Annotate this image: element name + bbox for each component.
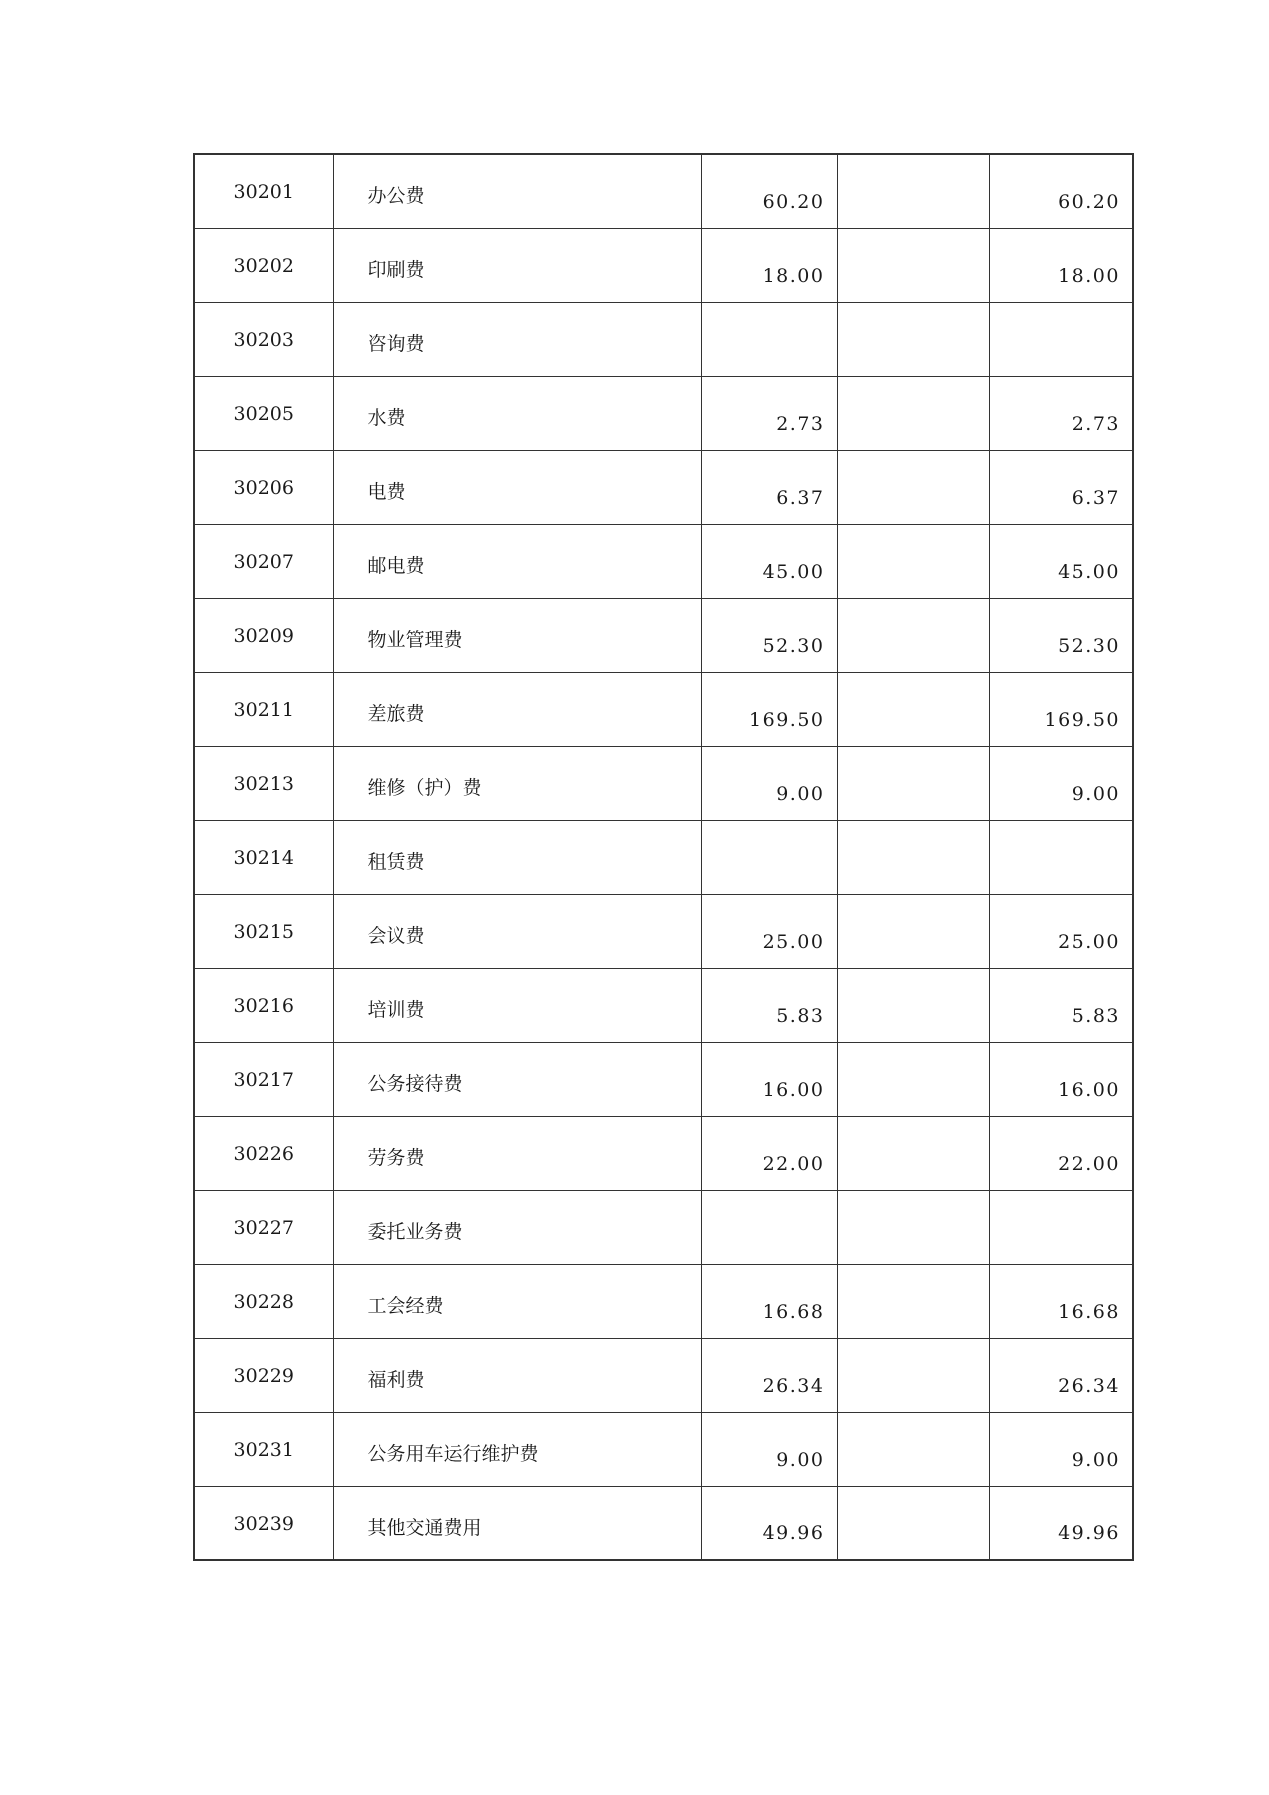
expense-name-cell: 差旅费 xyxy=(333,672,701,746)
empty-amount-cell xyxy=(837,302,989,376)
empty-amount-cell xyxy=(837,1042,989,1116)
total-cell: 45.00 xyxy=(989,524,1133,598)
expense-name-cell: 印刷费 xyxy=(333,228,701,302)
empty-amount-cell xyxy=(837,598,989,672)
total-cell xyxy=(989,1190,1133,1264)
expense-code-cell: 30227 xyxy=(194,1190,333,1264)
table-row xyxy=(194,1264,1133,1338)
expense-code-cell: 30206 xyxy=(194,450,333,524)
table-row xyxy=(194,154,1133,228)
amount-cell: 16.00 xyxy=(701,1042,837,1116)
table-row xyxy=(194,746,1133,820)
empty-amount-cell xyxy=(837,968,989,1042)
table-body xyxy=(194,154,1133,1560)
empty-amount-cell xyxy=(837,450,989,524)
empty-amount-cell xyxy=(837,820,989,894)
table-row xyxy=(194,1190,1133,1264)
expense-name-cell: 水费 xyxy=(333,376,701,450)
total-cell: 6.37 xyxy=(989,450,1133,524)
expense-code-cell: 30205 xyxy=(194,376,333,450)
expense-code-cell: 30209 xyxy=(194,598,333,672)
expense-code-cell: 30201 xyxy=(194,154,333,228)
empty-amount-cell xyxy=(837,672,989,746)
expense-name-cell: 邮电费 xyxy=(333,524,701,598)
table-row xyxy=(194,228,1133,302)
table-row xyxy=(194,672,1133,746)
total-cell: 49.96 xyxy=(989,1486,1133,1560)
total-cell: 5.83 xyxy=(989,968,1133,1042)
expense-code-cell: 30231 xyxy=(194,1412,333,1486)
total-cell xyxy=(989,302,1133,376)
expense-code-cell: 30215 xyxy=(194,894,333,968)
expense-code-cell: 30216 xyxy=(194,968,333,1042)
expense-code-cell: 30229 xyxy=(194,1338,333,1412)
amount-cell: 52.30 xyxy=(701,598,837,672)
empty-amount-cell xyxy=(837,154,989,228)
table-row xyxy=(194,1042,1133,1116)
amount-cell xyxy=(701,820,837,894)
amount-cell: 169.50 xyxy=(701,672,837,746)
amount-cell xyxy=(701,302,837,376)
empty-amount-cell xyxy=(837,1116,989,1190)
table-row xyxy=(194,376,1133,450)
expense-code-cell: 30211 xyxy=(194,672,333,746)
empty-amount-cell xyxy=(837,524,989,598)
table-row xyxy=(194,1486,1133,1560)
empty-amount-cell xyxy=(837,1190,989,1264)
empty-amount-cell xyxy=(837,894,989,968)
expense-name-cell: 维修（护）费 xyxy=(333,746,701,820)
amount-cell: 16.68 xyxy=(701,1264,837,1338)
total-cell: 2.73 xyxy=(989,376,1133,450)
table-row xyxy=(194,968,1133,1042)
expense-name-cell: 咨询费 xyxy=(333,302,701,376)
total-cell: 9.00 xyxy=(989,1412,1133,1486)
expense-name-cell: 办公费 xyxy=(333,154,701,228)
amount-cell: 5.83 xyxy=(701,968,837,1042)
expense-name-cell: 租赁费 xyxy=(333,820,701,894)
expense-name-cell: 劳务费 xyxy=(333,1116,701,1190)
expense-name-cell: 电费 xyxy=(333,450,701,524)
table-row xyxy=(194,1116,1133,1190)
amount-cell: 9.00 xyxy=(701,1412,837,1486)
empty-amount-cell xyxy=(837,746,989,820)
table-row xyxy=(194,302,1133,376)
amount-cell: 22.00 xyxy=(701,1116,837,1190)
amount-cell: 26.34 xyxy=(701,1338,837,1412)
total-cell: 16.00 xyxy=(989,1042,1133,1116)
total-cell: 25.00 xyxy=(989,894,1133,968)
amount-cell: 49.96 xyxy=(701,1486,837,1560)
expense-code-cell: 30214 xyxy=(194,820,333,894)
amount-cell: 2.73 xyxy=(701,376,837,450)
expense-code-cell: 30226 xyxy=(194,1116,333,1190)
expense-code-cell: 30203 xyxy=(194,302,333,376)
amount-cell: 9.00 xyxy=(701,746,837,820)
expense-name-cell: 委托业务费 xyxy=(333,1190,701,1264)
table-row xyxy=(194,598,1133,672)
expense-name-cell: 工会经费 xyxy=(333,1264,701,1338)
amount-cell: 25.00 xyxy=(701,894,837,968)
empty-amount-cell xyxy=(837,1412,989,1486)
empty-amount-cell xyxy=(837,1486,989,1560)
amount-cell: 60.20 xyxy=(701,154,837,228)
total-cell: 16.68 xyxy=(989,1264,1133,1338)
total-cell: 52.30 xyxy=(989,598,1133,672)
amount-cell: 18.00 xyxy=(701,228,837,302)
empty-amount-cell xyxy=(837,228,989,302)
amount-cell xyxy=(701,1190,837,1264)
total-cell: 169.50 xyxy=(989,672,1133,746)
amount-cell: 6.37 xyxy=(701,450,837,524)
expense-name-cell: 会议费 xyxy=(333,894,701,968)
expense-name-cell: 公务用车运行维护费 xyxy=(333,1412,701,1486)
expense-name-cell: 物业管理费 xyxy=(333,598,701,672)
total-cell: 60.20 xyxy=(989,154,1133,228)
expense-code-cell: 30213 xyxy=(194,746,333,820)
table-row xyxy=(194,450,1133,524)
expense-code-cell: 30228 xyxy=(194,1264,333,1338)
table-row xyxy=(194,524,1133,598)
total-cell: 9.00 xyxy=(989,746,1133,820)
expense-code-cell: 30202 xyxy=(194,228,333,302)
expense-name-cell: 培训费 xyxy=(333,968,701,1042)
expense-table xyxy=(193,153,1134,1561)
expense-code-cell: 30239 xyxy=(194,1486,333,1560)
expense-code-cell: 30207 xyxy=(194,524,333,598)
total-cell: 18.00 xyxy=(989,228,1133,302)
total-cell xyxy=(989,820,1133,894)
amount-cell: 45.00 xyxy=(701,524,837,598)
expense-code-cell: 30217 xyxy=(194,1042,333,1116)
expense-name-cell: 其他交通费用 xyxy=(333,1486,701,1560)
table-row xyxy=(194,1338,1133,1412)
total-cell: 22.00 xyxy=(989,1116,1133,1190)
table-row xyxy=(194,894,1133,968)
expense-name-cell: 福利费 xyxy=(333,1338,701,1412)
empty-amount-cell xyxy=(837,376,989,450)
table-row xyxy=(194,1412,1133,1486)
empty-amount-cell xyxy=(837,1264,989,1338)
table-row xyxy=(194,820,1133,894)
total-cell: 26.34 xyxy=(989,1338,1133,1412)
expense-name-cell: 公务接待费 xyxy=(333,1042,701,1116)
empty-amount-cell xyxy=(837,1338,989,1412)
